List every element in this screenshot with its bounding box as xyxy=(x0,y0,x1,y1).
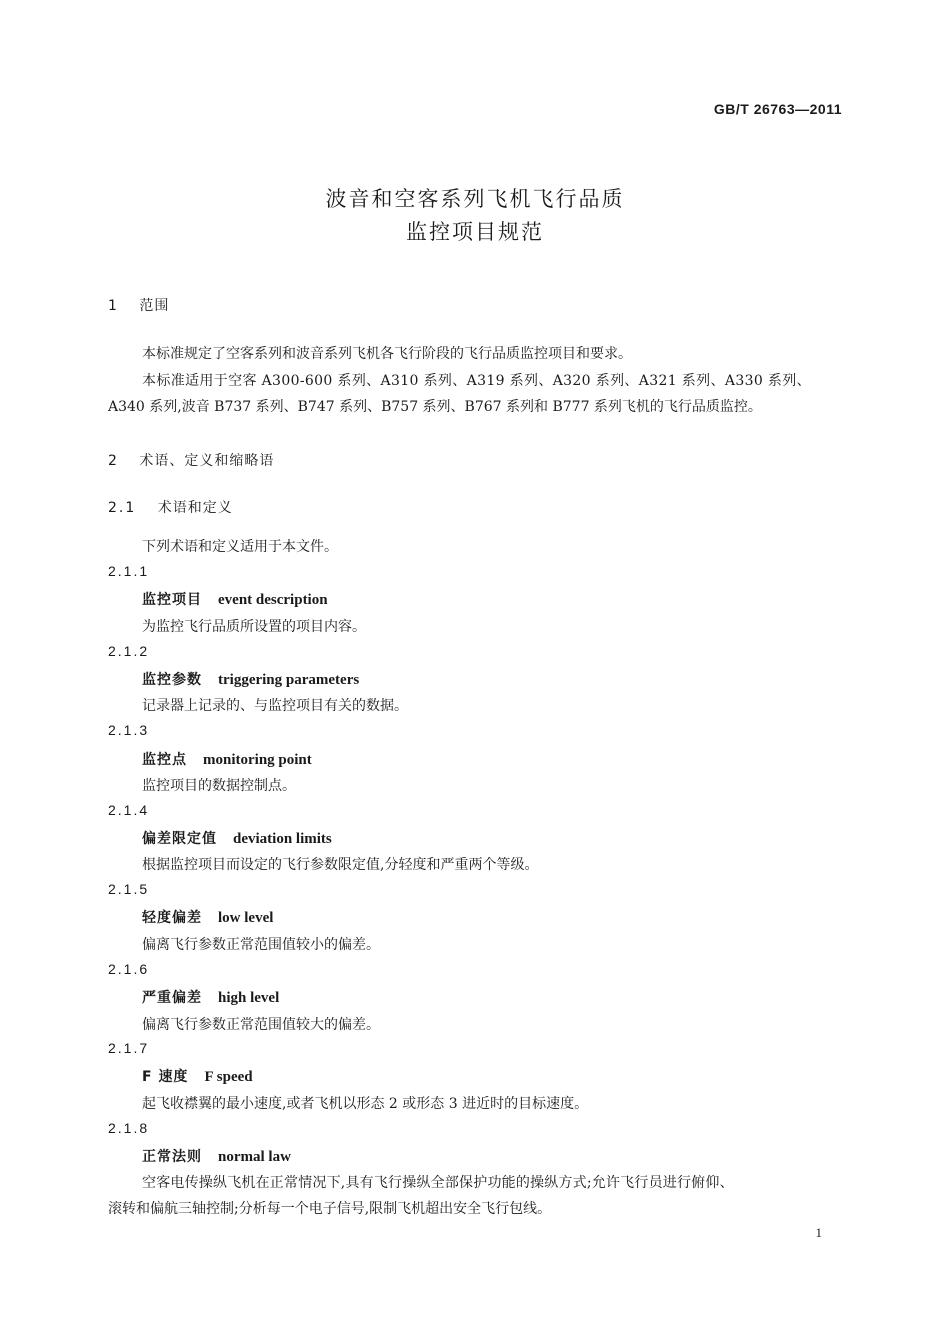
term-entry xyxy=(142,1066,253,1086)
scope-paragraph-1: 本标准规定了空客系列和波音系列飞机各飞行阶段的飞行品质监控项目和要求。 xyxy=(142,346,632,362)
page-number: 1 xyxy=(815,1225,822,1240)
term-entry xyxy=(142,669,359,689)
term-chinese: 正常法则 xyxy=(142,1149,202,1165)
term-definition: 起飞收襟翼的最小速度,或者飞机以形态 2 或形态 3 进近时的目标速度。 xyxy=(142,1096,589,1112)
term-chinese: 监控项目 xyxy=(142,592,202,608)
term-definition: 偏离飞行参数正常范围值较小的偏差。 xyxy=(142,937,380,953)
term-english: low level xyxy=(218,910,274,926)
term-entry xyxy=(142,828,332,848)
term-chinese: 轻度偏差 xyxy=(142,910,202,926)
term-english: monitoring point xyxy=(203,752,312,768)
scope-paragraph-2-line2: A340 系列,波音 B737 系列、B747 系列、B757 系列、B767 系列和 B777 系列飞机的飞行品质监控。 xyxy=(108,399,762,415)
term-chinese: 监控点 xyxy=(142,752,187,768)
term-english: triggering parameters xyxy=(218,672,360,688)
document-title-line1: 波音和空客系列飞机飞行品质 xyxy=(325,187,625,211)
section-number: 2 xyxy=(108,453,118,469)
section-number: 1 xyxy=(108,298,118,314)
term-entry xyxy=(142,907,273,927)
term-number: 2.1.2 xyxy=(108,643,150,659)
term-english: deviation limits xyxy=(233,831,332,847)
term-chinese: 偏差限定值 xyxy=(142,831,217,847)
term-definition: 空客电传操纵飞机在正常情况下,具有飞行操纵全部保护功能的操纵方式;允许飞行员进行俯仰、 xyxy=(142,1175,734,1191)
subsection-title: 术语和定义 xyxy=(157,500,233,516)
subsection-number: 2.1 xyxy=(108,500,137,516)
section2-heading xyxy=(108,450,274,470)
term-definition: 根据监控项目而设定的飞行参数限定值,分轻度和严重两个等级。 xyxy=(142,857,539,873)
term-entry xyxy=(142,987,279,1007)
term-number: 2.1.3 xyxy=(108,722,150,738)
term-definition: 为监控飞行品质所设置的项目内容。 xyxy=(142,619,366,635)
term-chinese: F 速度 xyxy=(142,1069,189,1085)
section1-heading xyxy=(108,295,169,315)
term-entry xyxy=(142,1146,291,1166)
document-title-line2: 监控项目规范 xyxy=(406,220,544,244)
section-title: 范围 xyxy=(139,298,170,314)
term-entry xyxy=(142,749,312,769)
standard-number: GB/T 26763—2011 xyxy=(713,101,842,117)
terms-intro: 下列术语和定义适用于本文件。 xyxy=(142,539,338,555)
term-number: 2.1.5 xyxy=(108,881,150,897)
term-entry xyxy=(142,589,328,609)
term-english: normal law xyxy=(218,1149,291,1165)
term-number: 2.1.1 xyxy=(108,563,150,579)
term-chinese: 严重偏差 xyxy=(142,990,202,1006)
term-english: event description xyxy=(218,592,328,608)
term-number: 2.1.7 xyxy=(108,1040,150,1056)
subsection-2-1-heading xyxy=(108,497,233,517)
section-title: 术语、定义和缩略语 xyxy=(139,453,275,469)
term-number: 2.1.6 xyxy=(108,961,150,977)
term-definition-continued: 滚转和偏航三轴控制;分析每一个电子信号,限制飞机超出安全飞行包线。 xyxy=(108,1201,552,1217)
term-english: F speed xyxy=(204,1069,253,1085)
term-number: 2.1.4 xyxy=(108,802,150,818)
term-chinese: 监控参数 xyxy=(142,672,202,688)
term-definition: 偏离飞行参数正常范围值较大的偏差。 xyxy=(142,1017,380,1033)
term-english: high level xyxy=(218,990,280,1006)
term-number: 2.1.8 xyxy=(108,1120,150,1136)
term-definition: 监控项目的数据控制点。 xyxy=(142,778,296,794)
term-definition: 记录器上记录的、与监控项目有关的数据。 xyxy=(142,698,408,714)
scope-paragraph-2-line1: 本标准适用于空客 A300-600 系列、A310 系列、A319 系列、A320 系列、A321 系列、A330 系列、 xyxy=(142,373,811,389)
